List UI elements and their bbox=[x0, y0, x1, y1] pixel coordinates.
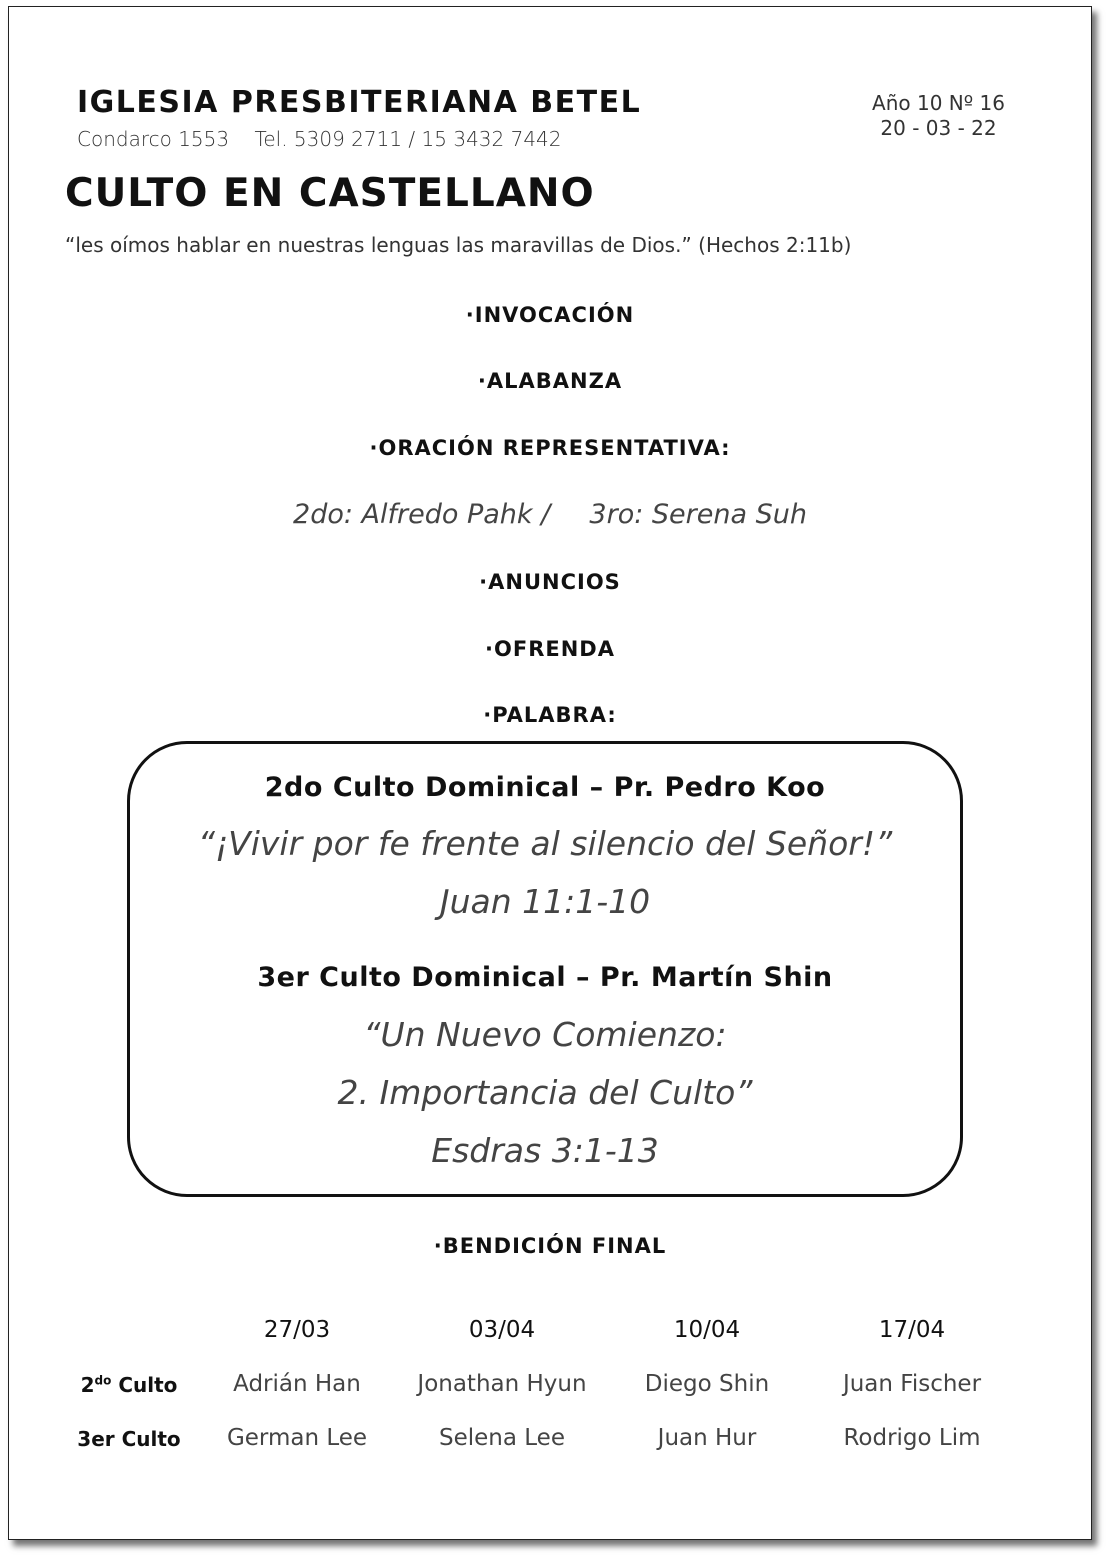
issue-date: 20 - 03 - 22 bbox=[880, 116, 997, 140]
sermon-3er-passage: Esdras 3:1-13 bbox=[431, 1131, 659, 1170]
rota-name: Rodrigo Lim bbox=[843, 1425, 981, 1451]
sermon-2do-heading: 2do Culto Dominical – Pr. Pedro Koo bbox=[264, 772, 826, 803]
sermon-box bbox=[127, 741, 963, 1197]
rota-name: Diego Shin bbox=[644, 1371, 770, 1397]
rota-name: Juan Fischer bbox=[842, 1371, 982, 1397]
rota-name: Juan Hur bbox=[657, 1425, 757, 1451]
church-name: IGLESIA PRESBITERIANA BETEL bbox=[77, 85, 642, 120]
order-oracion: ·ORACIÓN REPRESENTATIVA: bbox=[369, 436, 731, 460]
order-anuncios: ·ANUNCIOS bbox=[479, 570, 621, 594]
order-alabanza: ·ALABANZA bbox=[477, 369, 623, 393]
rota-row-label-2do: $2^{do}$ Culto bbox=[80, 1373, 178, 1397]
prayer-3ro: 3ro: Serena Suh bbox=[589, 499, 807, 530]
order-bendicion: ·BENDICIÓN FINAL bbox=[433, 1234, 667, 1258]
rota-name: German Lee bbox=[226, 1425, 368, 1451]
rota-name: Adrián Han bbox=[233, 1371, 361, 1397]
order-invocacion: ·INVOCACIÓN bbox=[465, 303, 635, 327]
rota-name: Jonathan Hyun bbox=[417, 1371, 587, 1397]
rota-date: 10/04 bbox=[673, 1317, 741, 1343]
page-title: CULTO EN CASTELLANO bbox=[65, 171, 595, 216]
sermon-2do-title: “¡Vivir por fe frente al silencio del Señor!” bbox=[197, 824, 893, 863]
rota-name: Selena Lee bbox=[439, 1425, 565, 1451]
sermon-3er-heading: 3er Culto Dominical – Pr. Martín Shin bbox=[257, 962, 833, 993]
rota-row-label-3er: 3er Culto bbox=[77, 1427, 181, 1451]
rota-date: 03/04 bbox=[468, 1317, 536, 1343]
issue-number: Año 10 Nº 16 bbox=[872, 91, 1005, 115]
sermon-3er-title-line1: “Un Nuevo Comienzo: bbox=[363, 1015, 727, 1054]
order-palabra: ·PALABRA: bbox=[483, 703, 617, 727]
sermon-3er-title-line2: 2. Importancia del Culto” bbox=[337, 1073, 753, 1112]
epigraph-verse: “les oímos hablar en nuestras lenguas las maravillas de Dios.” (Hechos 2:11b) bbox=[65, 233, 852, 257]
prayer-2do: 2do: Alfredo Pahk / bbox=[293, 499, 551, 530]
church-contact: Condarco 1553 Tel. 5309 2711 / 15 3432 7442 bbox=[77, 127, 562, 151]
order-ofrenda: ·OFRENDA bbox=[485, 637, 615, 661]
bulletin-page bbox=[8, 6, 1092, 1540]
rota-date: 27/03 bbox=[263, 1317, 331, 1343]
sermon-2do-passage: Juan 11:1-10 bbox=[439, 882, 651, 921]
rota-date: 17/04 bbox=[878, 1317, 946, 1343]
issue-info bbox=[872, 91, 1005, 141]
prayer-leaders bbox=[9, 499, 1091, 530]
